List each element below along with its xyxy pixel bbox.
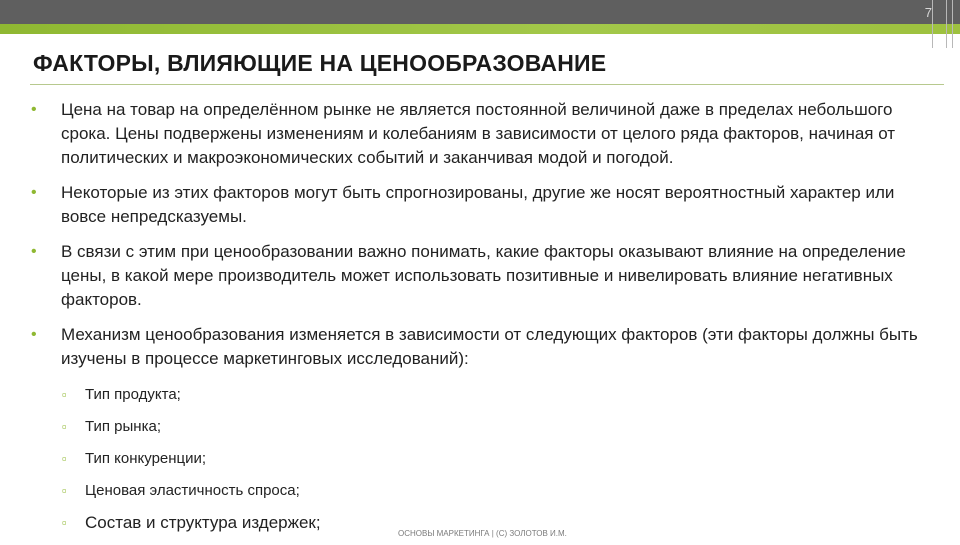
- slide-number: 7: [924, 5, 932, 20]
- bullet-item: [30, 181, 940, 229]
- square-bullet-icon: ▫: [62, 419, 67, 434]
- sub-item-text: Ценовая эластичность спроса;: [85, 482, 300, 499]
- title-divider: [30, 84, 944, 85]
- bullet-item: [30, 240, 940, 312]
- bullet-item: [30, 98, 940, 170]
- round-bullet-icon: •: [31, 243, 37, 260]
- bullet-text: Цена на товар на определённом рынке не является постоянной величиной даже в пределах небольшого срока. Цены подвержены изменениям и колебаниям в зависимости от целого ряда факторов, начиная от политических и макроэкономических событий и заканчивая модой и погодой.: [61, 100, 896, 167]
- slide-title: ФАКТОРЫ, ВЛИЯЮЩИЕ НА ЦЕНООБРАЗОВАНИЕ: [33, 50, 607, 76]
- bullet-text: В связи с этим при ценообразовании важно понимать, какие факторы оказывают влияние на определение цены, в какой мере производитель может использовать позитивные и нивелировать влияние негативных факторов.: [61, 242, 906, 309]
- round-bullet-icon: •: [31, 326, 37, 343]
- decor-line: [952, 0, 953, 48]
- square-bullet-icon: ▫: [62, 483, 67, 498]
- sub-item-text: Тип конкуренции;: [85, 450, 207, 467]
- top-bar: [0, 0, 960, 24]
- sub-item: [30, 385, 940, 405]
- sub-item-text: Состав и структура издержек;: [85, 513, 321, 532]
- sub-item: [30, 417, 940, 437]
- sub-item-text: Тип продукта;: [85, 386, 181, 403]
- sub-item: [30, 481, 940, 501]
- decor-line: [946, 0, 947, 48]
- accent-bar: [0, 24, 960, 34]
- square-bullet-icon: ▫: [62, 451, 67, 466]
- footer-text: ОСНОВЫ МАРКЕТИНГА | (С) ЗОЛОТОВ И.М.: [398, 529, 567, 538]
- slide-content: [30, 98, 940, 545]
- sub-item: [30, 449, 940, 469]
- bullet-item: [30, 323, 940, 371]
- square-bullet-icon: ▫: [62, 515, 67, 530]
- round-bullet-icon: •: [31, 101, 37, 118]
- sub-item-text: Тип рынка;: [85, 418, 161, 435]
- bullet-text: Механизм ценообразования изменяется в зависимости от следующих факторов (эти факторы должны быть изучены в процессе маркетинговых исследований):: [61, 325, 918, 368]
- bullet-text: Некоторые из этих факторов могут быть спрогнозированы, другие же носят вероятностный характер или вовсе непредсказуемы.: [61, 183, 895, 226]
- decor-line: [932, 0, 933, 48]
- round-bullet-icon: •: [31, 184, 37, 201]
- square-bullet-icon: ▫: [62, 387, 67, 402]
